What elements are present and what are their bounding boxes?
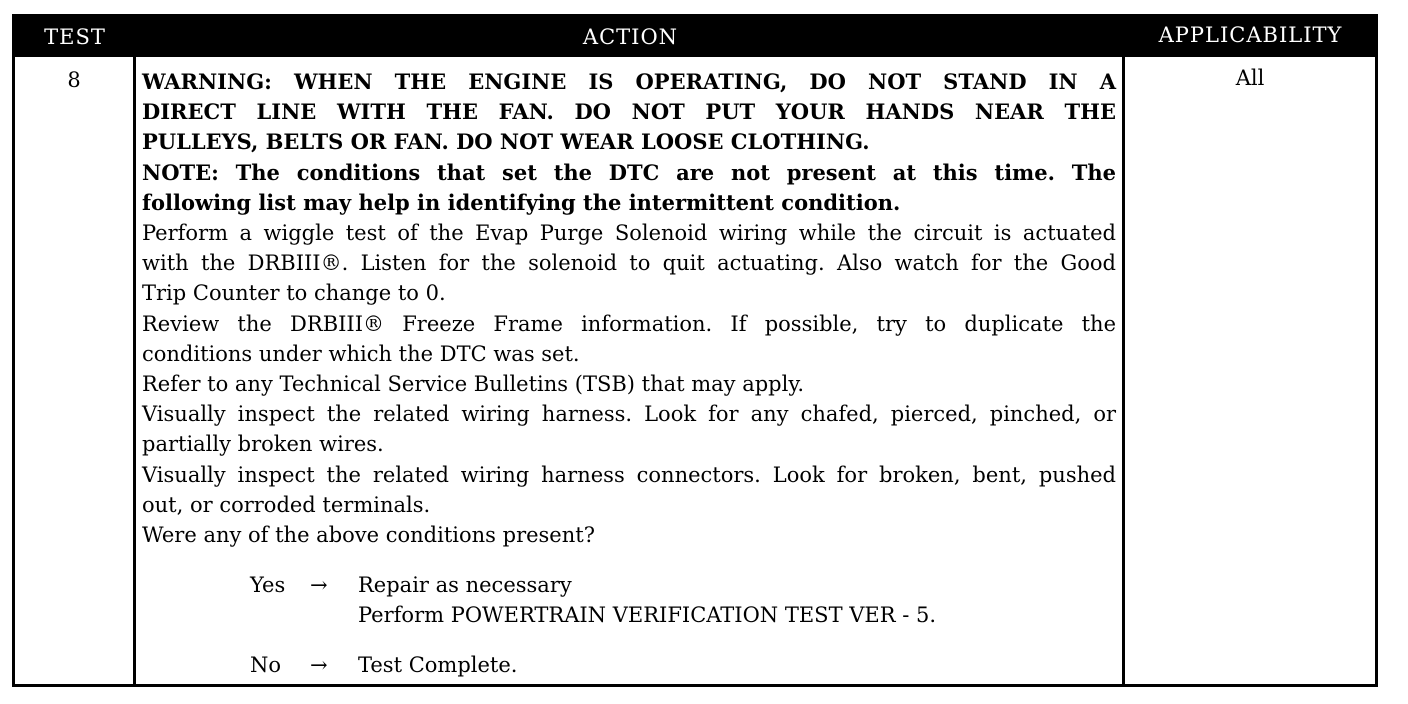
result-yes-line: Repair as necessary (358, 573, 572, 598)
result-no-label: No (250, 652, 282, 677)
test-number: 8 (67, 68, 81, 92)
body-line: Review the DRBIII® Freeze Frame information. If possible, try to duplicate the (142, 311, 1116, 336)
result-no-line: Test Complete. (358, 652, 518, 677)
body-line: Visually inspect the related wiring harness. Look for any chafed, pierced, pinched, or (142, 402, 1116, 427)
note-line: following list may help in identifying the intermittent condition. (142, 189, 901, 215)
body-line: with the DRBIII®. Listen for the solenoid to quit actuating. Also watch for the Good (142, 251, 1116, 276)
body-line: Trip Counter to change to 0. (142, 281, 446, 306)
column-divider-2 (1122, 57, 1125, 684)
result-yes (142, 570, 1116, 630)
result-no (142, 650, 1116, 680)
warning-line: DIRECT LINE WITH THE FAN. DO NOT PUT YOUR HANDS NEAR THE (142, 99, 1116, 125)
result-yes-line: Perform POWERTRAIN VERIFICATION TEST VER - 5. (358, 603, 937, 628)
header-action: ACTION (135, 17, 1126, 57)
header-test: TEST (15, 17, 135, 57)
result-yes-label-wrap (142, 570, 358, 600)
diagnostic-table (12, 14, 1378, 687)
result-no-text (358, 650, 1116, 680)
body-line: Refer to any Technical Service Bulletins (TSB) that may apply. (142, 372, 805, 397)
result-no-label-wrap (142, 650, 358, 680)
column-divider-1 (133, 57, 136, 684)
body-line: out, or corroded terminals. (142, 492, 431, 517)
right-arrow-icon: → (310, 573, 328, 598)
result-yes-text (358, 570, 1116, 630)
body-line: partially broken wires. (142, 432, 384, 457)
result-yes-label: Yes (250, 573, 286, 598)
body-line: Visually inspect the related wiring harness connectors. Look for broken, bent, pushed (142, 462, 1116, 487)
body-line: Perform a wiggle test of the Evap Purge Solenoid wiring while the circuit is actuated (142, 221, 1116, 246)
header-applicability: APPLICABILITY (1126, 17, 1375, 57)
body-line: conditions under which the DTC was set. (142, 341, 580, 366)
warning-line: WARNING: WHEN THE ENGINE IS OPERATING, DO NOT STAND IN A (142, 69, 1116, 94)
warning-line: PULLEYS, BELTS OR FAN. DO NOT WEAR LOOSE CLOTHING. (142, 129, 870, 155)
spacer (142, 631, 1116, 650)
applicability-value: All (1235, 66, 1265, 90)
action-cell (142, 67, 1116, 680)
right-arrow-icon: → (310, 652, 328, 677)
question-line: Were any of the above conditions present? (142, 523, 595, 548)
note-line: NOTE: The conditions that set the DTC are not present at this time. The (142, 159, 1116, 185)
spacer (142, 550, 1116, 570)
